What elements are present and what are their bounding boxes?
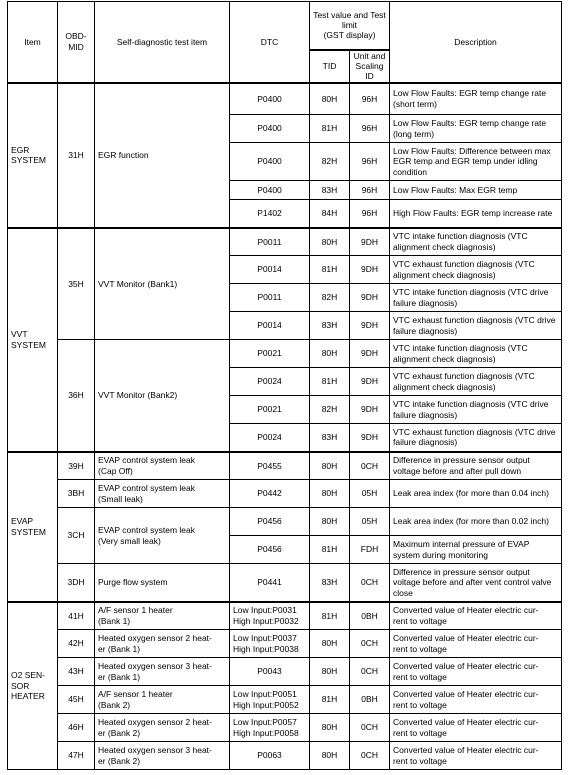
obd-mid-cell: 3CH [58,508,95,564]
dtc-cell: P0456 [230,536,310,564]
test-item-cell: EGR function [95,83,230,228]
table-body [8,83,562,770]
unit-scaling-cell: 0CH [350,714,390,742]
header-item: Item [8,2,58,83]
tid-cell: 80H [310,452,350,480]
obd-mid-cell: 46H [58,714,95,742]
dtc-cell: P0400 [230,181,310,200]
header-tid: TID [310,50,350,83]
dtc-cell: P0021 [230,396,310,424]
unit-scaling-cell: FDH [350,536,390,564]
unit-scaling-cell: 05H [350,480,390,508]
description-cell: VTC intake function diagnosis (VTC alignment check diagnosis) [390,340,562,368]
description-cell: Converted value of Heater electric cur- rent to voltage [390,714,562,742]
description-cell: Converted value of Heater electric cur- rent to voltage [390,658,562,686]
unit-scaling-cell: 0CH [350,658,390,686]
tid-cell: 80H [310,630,350,658]
dtc-cell: P0014 [230,256,310,284]
dtc-cell: P0400 [230,83,310,115]
dtc-cell: Low Input:P0051 High Input:P0052 [230,686,310,714]
obd-mid-cell: 31H [58,83,95,228]
dtc-cell: P0400 [230,143,310,181]
group-item-cell: O2 SEN- SOR HEATER [8,602,58,770]
tid-cell: 82H [310,143,350,181]
obd-mid-cell: 45H [58,686,95,714]
description-cell: Leak area index (for more than 0.04 inch) [390,480,562,508]
description-cell: Maximum internal pressure of EVAP system during monitoring [390,536,562,564]
dtc-cell: P0442 [230,480,310,508]
dtc-cell: P0014 [230,312,310,340]
dtc-cell: P0024 [230,424,310,452]
header-test-value-text: Test value and Test limit (GST display) [313,9,386,41]
tid-cell: 80H [310,658,350,686]
test-item-cell: Heated oxygen sensor 2 heat- er (Bank 2) [95,714,230,742]
tid-cell: 81H [310,536,350,564]
unit-scaling-cell: 96H [350,83,390,115]
header-unit-text: Unit and Scaling ID [353,50,386,82]
description-cell: VTC exhaust function diagnosis (VTC alignment check diagnosis) [390,256,562,284]
group-item-cell: VVT SYSTEM [8,228,58,452]
table-row [8,340,562,368]
header-test-item: Self-diagnostic test item [95,2,230,83]
tid-cell: 80H [310,508,350,536]
header-obd-mid [58,2,95,83]
tid-cell: 80H [310,742,350,770]
description-cell: Low Flow Faults: EGR temp change rate (long term) [390,115,562,143]
dtc-cell: P0441 [230,564,310,602]
description-cell: Converted value of Heater electric cur- rent to voltage [390,602,562,630]
header-description: Description [390,2,562,83]
description-cell: VTC intake function diagnosis (VTC drive failure diagnosis) [390,396,562,424]
table-row [8,742,562,770]
header-dtc: DTC [230,2,310,83]
table-row [8,658,562,686]
description-cell: VTC exhaust function diagnosis (VTC alignment check diagnosis) [390,368,562,396]
description-cell: VTC intake function diagnosis (VTC drive failure diagnosis) [390,284,562,312]
test-item-cell: Heated oxygen sensor 2 heat- er (Bank 1) [95,630,230,658]
tid-cell: 83H [310,181,350,200]
unit-scaling-cell: 9DH [350,228,390,256]
test-item-cell: EVAP control system leak (Cap Off) [95,452,230,480]
header-test-value [310,2,390,50]
header-unit [350,50,390,83]
unit-scaling-cell: 0BH [350,686,390,714]
header-obd-mid-text: OBD- MID [65,31,87,52]
obd-mid-cell: 3BH [58,480,95,508]
tid-cell: 84H [310,200,350,228]
unit-scaling-cell: 0CH [350,742,390,770]
tid-cell: 81H [310,368,350,396]
description-cell: High Flow Faults: EGR temp increase rate [390,200,562,228]
table-row [8,228,562,256]
unit-scaling-cell: 96H [350,200,390,228]
obd-mid-cell: 43H [58,658,95,686]
unit-scaling-cell: 0BH [350,602,390,630]
unit-scaling-cell: 9DH [350,396,390,424]
tid-cell: 80H [310,480,350,508]
dtc-cell: P0063 [230,742,310,770]
dtc-cell: P0456 [230,508,310,536]
dtc-cell: Low Input:P0031 High Input:P0032 [230,602,310,630]
description-cell: Low Flow Faults: Max EGR temp [390,181,562,200]
unit-scaling-cell: 9DH [350,256,390,284]
unit-scaling-cell: 9DH [350,424,390,452]
tid-cell: 80H [310,340,350,368]
table-row [8,508,562,536]
table-header [8,2,562,83]
table-row [8,714,562,742]
description-cell: Difference in pressure sensor output voltage before and after vent control valve close [390,564,562,602]
unit-scaling-cell: 05H [350,508,390,536]
description-cell: VTC exhaust function diagnosis (VTC drive failure diagnosis) [390,424,562,452]
tid-cell: 80H [310,228,350,256]
table-row [8,686,562,714]
tid-cell: 81H [310,686,350,714]
test-item-cell: VVT Monitor (Bank2) [95,340,230,452]
tid-cell: 83H [310,312,350,340]
obd-mid-cell: 47H [58,742,95,770]
unit-scaling-cell: 9DH [350,368,390,396]
unit-scaling-cell: 96H [350,115,390,143]
table-row [8,630,562,658]
unit-scaling-cell: 0CH [350,630,390,658]
obd-mid-cell: 3DH [58,564,95,602]
description-cell: Converted value of Heater electric cur- rent to voltage [390,686,562,714]
test-item-cell: A/F sensor 1 heater (Bank 2) [95,686,230,714]
test-item-cell: EVAP control system leak (Small leak) [95,480,230,508]
test-item-cell: Heated oxygen sensor 3 heat- er (Bank 2) [95,742,230,770]
dtc-cell: P0400 [230,115,310,143]
unit-scaling-cell: 96H [350,181,390,200]
test-item-cell: Purge flow system [95,564,230,602]
obd-mid-cell: 39H [58,452,95,480]
tid-cell: 80H [310,83,350,115]
obd-mid-cell: 36H [58,340,95,452]
obd-mid-cell: 35H [58,228,95,340]
description-cell: Low Flow Faults: Difference between max EGR temp and EGR temp under idling condition [390,143,562,181]
tid-cell: 80H [310,714,350,742]
group-item-cell: EGR SYSTEM [8,83,58,228]
tid-cell: 83H [310,564,350,602]
description-cell: VTC intake function diagnosis (VTC alignment check diagnosis) [390,228,562,256]
tid-cell: 81H [310,602,350,630]
dtc-cell: P0455 [230,452,310,480]
dtc-cell: P0043 [230,658,310,686]
dtc-cell: Low Input:P0057 High Input:P0058 [230,714,310,742]
table-row [8,564,562,602]
obd-mid-cell: 41H [58,602,95,630]
table-row [8,83,562,115]
dtc-cell: Low Input:P0037 High Input:P0038 [230,630,310,658]
table-row [8,602,562,630]
tid-cell: 83H [310,424,350,452]
dtc-cell: P1402 [230,200,310,228]
obd-mid-cell: 42H [58,630,95,658]
description-cell: Leak area index (for more than 0.02 inch) [390,508,562,536]
unit-scaling-cell: 0CH [350,452,390,480]
group-item-cell: EVAP SYSTEM [8,452,58,602]
dtc-cell: P0021 [230,340,310,368]
test-item-cell: A/F sensor 1 heater (Bank 1) [95,602,230,630]
unit-scaling-cell: 9DH [350,312,390,340]
description-cell: Difference in pressure sensor output voltage before and after pull down [390,452,562,480]
unit-scaling-cell: 9DH [350,340,390,368]
description-cell: Converted value of Heater electric cur- rent to voltage [390,630,562,658]
tid-cell: 81H [310,115,350,143]
test-item-cell: EVAP control system leak (Very small leak) [95,508,230,564]
tid-cell: 82H [310,284,350,312]
diagnostic-table [7,1,562,770]
dtc-cell: P0011 [230,228,310,256]
dtc-cell: P0024 [230,368,310,396]
description-cell: VTC exhaust function diagnosis (VTC drive failure diagnosis) [390,312,562,340]
description-cell: Low Flow Faults: EGR temp change rate (short term) [390,83,562,115]
tid-cell: 82H [310,396,350,424]
test-item-cell: VVT Monitor (Bank1) [95,228,230,340]
table-row [8,452,562,480]
table-row [8,480,562,508]
unit-scaling-cell: 9DH [350,284,390,312]
description-cell: Converted value of Heater electric cur- rent to voltage [390,742,562,770]
tid-cell: 81H [310,256,350,284]
test-item-cell: Heated oxygen sensor 3 heat- er (Bank 1) [95,658,230,686]
dtc-cell: P0011 [230,284,310,312]
unit-scaling-cell: 96H [350,143,390,181]
unit-scaling-cell: 0CH [350,564,390,602]
